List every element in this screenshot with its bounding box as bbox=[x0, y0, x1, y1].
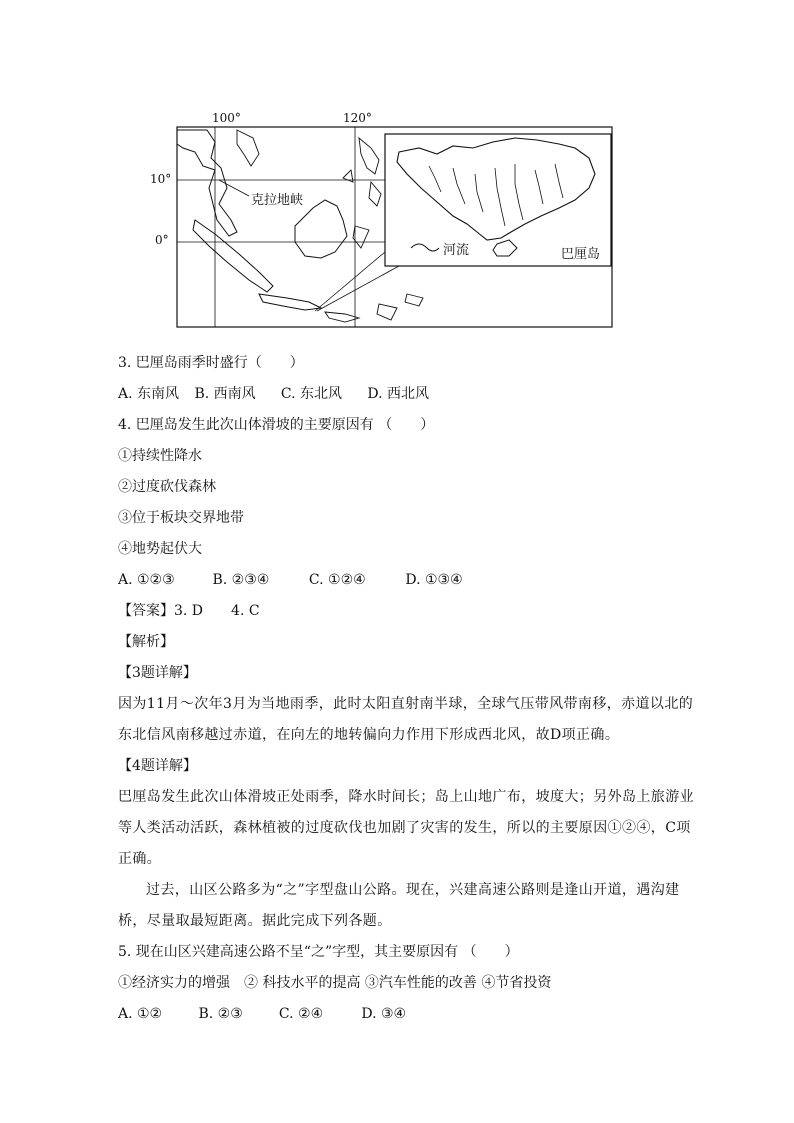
q4-item-2: ②过度砍伐森林 bbox=[118, 479, 216, 495]
q3-stem: 3. 巴厘岛雨季时盛行（ ） bbox=[118, 355, 304, 371]
q4-option-c: C. ①②④ bbox=[308, 572, 366, 588]
detail3-label: 【3题详解】 bbox=[118, 665, 197, 681]
q4-item-3: ③位于板块交界地带 bbox=[118, 510, 244, 526]
detail3-text: 因为11月～次年3月为当地雨季，此时太阳直射南半球，全球气压带风带南移，赤道以北的东北信风南移越过赤道，在向左的地转偏向力作用下形成西北风，故D项正确。 bbox=[118, 696, 694, 743]
q4-option-a: A. ①②③ bbox=[118, 572, 175, 588]
lat-0-text: 0° bbox=[155, 233, 169, 247]
lon-100-label: 100° bbox=[212, 111, 241, 125]
q5-option-b: B. ②③ bbox=[198, 1006, 243, 1022]
southeast-asia-map bbox=[175, 108, 615, 330]
map-svg bbox=[175, 108, 615, 330]
detail4-label: 【4题详解】 bbox=[118, 758, 197, 774]
q3-option-d: D. 西北风 bbox=[367, 386, 429, 402]
q5-option-a: A. ①② bbox=[118, 1006, 163, 1022]
q5-option-c: C. ②④ bbox=[278, 1006, 324, 1022]
answer-line: 【答案】3. D 4. C bbox=[118, 603, 260, 619]
analysis-label: 【解析】 bbox=[118, 634, 174, 650]
q3-option-a: A. 东南风 bbox=[118, 386, 180, 402]
q5-option-d: D. ③④ bbox=[361, 1006, 407, 1022]
q5-items: ①经济实力的增强 ② 科技水平的提高 ③汽车性能的改善 ④节省投资 bbox=[118, 975, 552, 991]
lat-10-text: 10° bbox=[150, 172, 172, 186]
question-content bbox=[118, 348, 698, 1030]
q4-option-d: D. ①③④ bbox=[405, 572, 463, 588]
q3-option-b: B. 西南风 bbox=[194, 386, 256, 402]
detail4-text: 巴厘岛发生此次山体滑坡正处雨季，降水时间长；岛上山地广布，坡度大；另外岛上旅游业等人类活动活跃，森林植被的过度砍伐也加剧了灾害的发生，所以的主要原因①②④，C项正确。 bbox=[118, 789, 694, 867]
q5-stem: 5. 现在山区兴建高速公路不呈“之”字型，其主要原因有 （ ） bbox=[118, 944, 519, 960]
q3-option-c: C. 东北风 bbox=[280, 386, 343, 402]
q4-item-1: ①持续性降水 bbox=[118, 448, 202, 464]
q5-intro: 过去，山区公路多为“之”字型盘山公路。现在，兴建高速公路则是逢山开道，遇沟建桥，尽量取最短距离。据此完成下列各题。 bbox=[118, 882, 680, 929]
q4-stem: 4. 巴厘岛发生此次山体滑坡的主要原因有 （ ） bbox=[118, 417, 435, 433]
q5-options bbox=[118, 999, 698, 1030]
q4-item-4: ④地势起伏大 bbox=[118, 541, 202, 557]
kra-isthmus-label: 克拉地峡 bbox=[251, 193, 304, 208]
lon-120-label: 120° bbox=[343, 111, 372, 125]
q3-options bbox=[118, 379, 698, 410]
river-legend-label: 河流 bbox=[443, 243, 470, 258]
q4-options bbox=[118, 565, 698, 596]
bali-label: 巴厘岛 bbox=[561, 247, 601, 262]
q4-option-b: B. ②③④ bbox=[212, 572, 270, 588]
